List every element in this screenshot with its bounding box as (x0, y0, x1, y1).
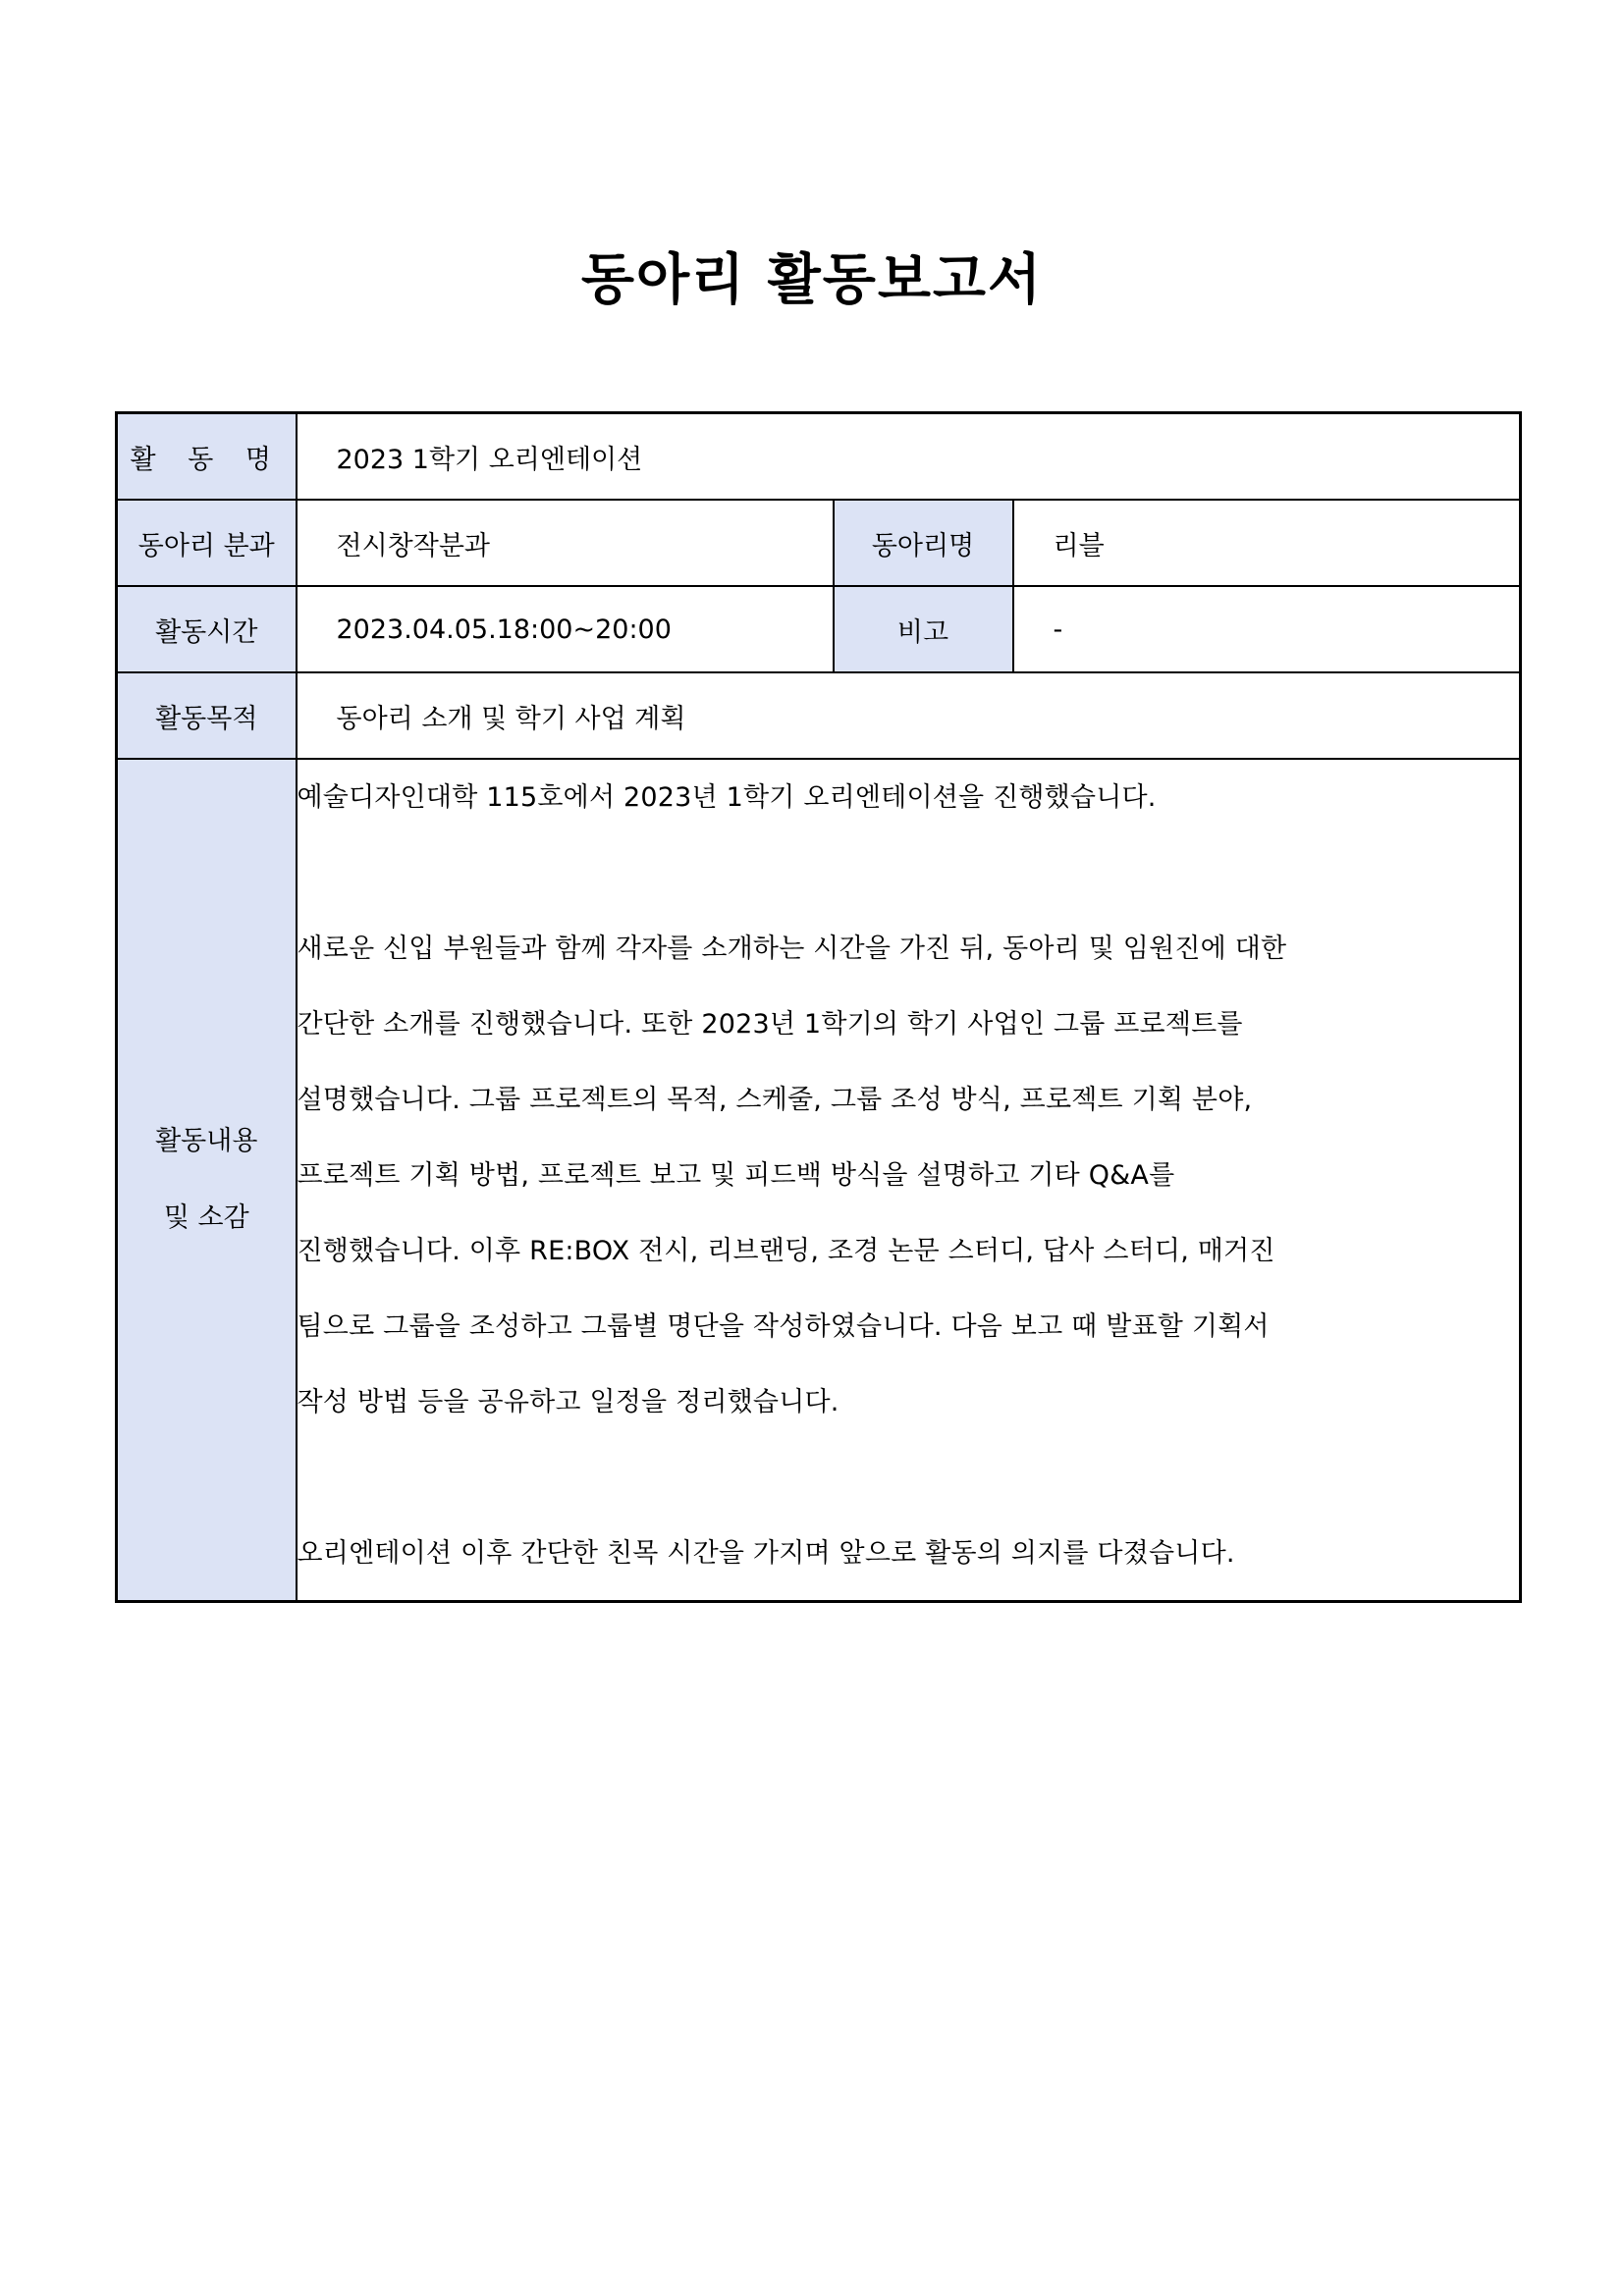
table-row-activity-purpose (117, 672, 1521, 759)
club-division-value: 전시창작분과 (297, 500, 834, 586)
club-division-label: 동아리 분과 (117, 500, 297, 586)
content-blank-line (298, 835, 1520, 911)
activity-name-label: 활 동 명 (117, 413, 297, 501)
remarks-value: - (1013, 586, 1521, 672)
club-name-label: 동아리명 (834, 500, 1013, 586)
activity-content-label-line2: 및 소감 (163, 1202, 249, 1233)
content-line: 새로운 신입 부원들과 함께 각자를 소개하는 시간을 가진 뒤, 동아리 및 임원진에 대한 (297, 934, 1287, 964)
page-title: 동아리 활동보고서 (580, 248, 1044, 312)
content-line: 팀으로 그룹을 조성하고 그룹별 명단을 작성하였습니다. 다음 보고 때 발표할 기획서 (297, 1311, 1270, 1342)
content-line: 예술디자인대학 115호에서 2023년 1학기 오리엔테이션을 진행했습니다. (297, 782, 1157, 813)
content-line: 프로젝트 기획 방법, 프로젝트 보고 및 피드백 방식을 설명하고 기타 Q&A를 (297, 1160, 1175, 1191)
content-line: 간단한 소개를 진행했습니다. 또한 2023년 1학기의 학기 사업인 그룹 프로젝트를 (297, 1009, 1243, 1040)
content-line: 진행했습니다. 이후 RE:BOX 전시, 리브랜딩, 조경 논문 스터디, 답사 스터디, 매거진 (297, 1236, 1275, 1266)
activity-purpose-value: 동아리 소개 및 학기 사업 계획 (297, 672, 1521, 759)
content-line: 설명했습니다. 그룹 프로젝트의 목적, 스케줄, 그룹 조성 방식, 프로젝트 기획 분야, (297, 1085, 1253, 1115)
table-row-activity-time (117, 586, 1521, 672)
content-line: 작성 방법 등을 공유하고 일정을 정리했습니다. (297, 1387, 839, 1417)
table-row-activity-content (117, 759, 1521, 1602)
activity-name-value: 2023 1학기 오리엔테이션 (297, 413, 1521, 501)
activity-purpose-label: 활동목적 (117, 672, 297, 759)
activity-content-label (117, 759, 297, 1602)
table-row-club-info (117, 500, 1521, 586)
activity-time-label: 활동시간 (117, 586, 297, 672)
activity-report-table (115, 411, 1522, 1603)
content-blank-line (298, 1440, 1520, 1516)
club-name-value: 리블 (1013, 500, 1521, 586)
activity-content-body (297, 759, 1521, 1602)
content-line: 오리엔테이션 이후 간단한 친목 시간을 가지며 앞으로 활동의 의지를 다졌습니다. (297, 1538, 1235, 1569)
activity-time-value: 2023.04.05.18:00~20:00 (297, 586, 834, 672)
activity-content-label-line1: 활동내용 (155, 1126, 258, 1156)
remarks-label: 비고 (834, 586, 1013, 672)
table-row-activity-name (117, 413, 1521, 501)
